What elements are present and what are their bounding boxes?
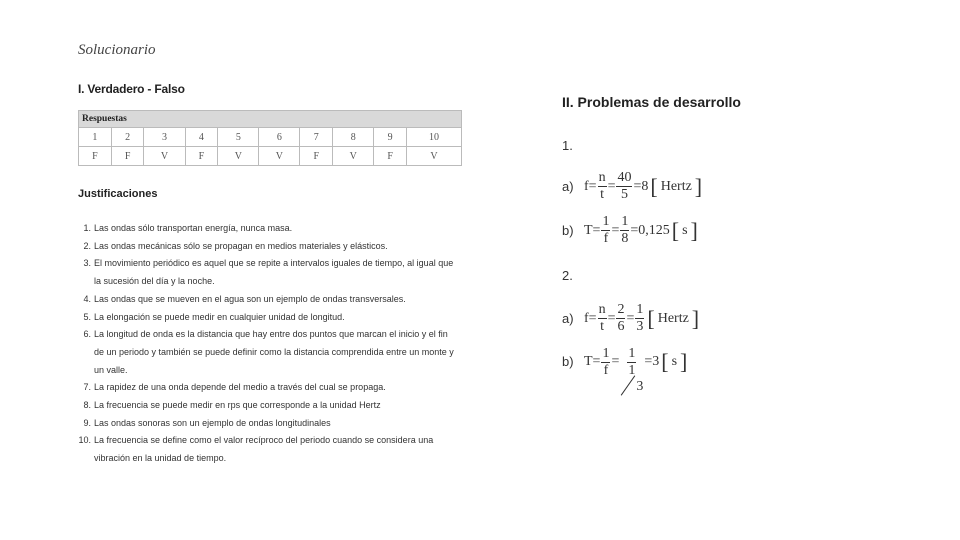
answer-cell: V bbox=[333, 147, 374, 166]
equation-lhs: f= bbox=[584, 178, 597, 194]
equals-sign: = bbox=[626, 310, 635, 326]
item-text: La rapidez de una onda depende del medio a través del cual se propaga. bbox=[94, 382, 386, 393]
denominator: 8 bbox=[621, 231, 629, 246]
list-item bbox=[78, 432, 458, 467]
problem-2a bbox=[562, 302, 701, 335]
question-number: 7 bbox=[300, 128, 333, 147]
unit: Hertz bbox=[660, 178, 692, 194]
list-item bbox=[78, 220, 458, 238]
left-bracket-icon: [ bbox=[647, 305, 655, 331]
question-number: 5 bbox=[218, 128, 259, 147]
result: =0,125 bbox=[630, 222, 670, 238]
problem-2-number: 2. bbox=[562, 268, 573, 283]
unit: s bbox=[682, 222, 688, 238]
fraction bbox=[616, 302, 625, 335]
answer-cell: F bbox=[185, 147, 218, 166]
numerator: n bbox=[598, 170, 606, 185]
list-item bbox=[78, 415, 458, 433]
problem-1b bbox=[562, 214, 700, 247]
fraction bbox=[598, 302, 607, 335]
answer-cell: F bbox=[300, 147, 333, 166]
question-number: 10 bbox=[406, 128, 461, 147]
answer-cell: F bbox=[79, 147, 112, 166]
item-text: El movimiento periódico es aquel que se repite a intervalos iguales de tiempo, al igual que la sucesión del día y la noche. bbox=[94, 258, 454, 287]
left-bracket-icon: [ bbox=[650, 173, 658, 199]
equation bbox=[584, 170, 704, 203]
equation-lhs: T= bbox=[584, 222, 601, 238]
justifications-title: Justificaciones bbox=[78, 188, 158, 200]
unit: Hertz bbox=[657, 310, 689, 326]
numerator: 1 bbox=[602, 214, 610, 229]
numerator: 1 bbox=[621, 214, 629, 229]
item-text: Las ondas que se mueven en el agua son un ejemplo de ondas transversales. bbox=[94, 293, 406, 304]
equals-sign: = bbox=[607, 178, 616, 194]
item-number: 1. bbox=[83, 223, 91, 233]
question-number: 8 bbox=[333, 128, 374, 147]
list-item bbox=[78, 379, 458, 397]
answer-cell: V bbox=[259, 147, 300, 166]
denominator: 5 bbox=[620, 187, 628, 202]
right-bracket-icon: ] bbox=[694, 173, 703, 199]
item-label: a) bbox=[562, 311, 574, 326]
fraction bbox=[598, 170, 607, 203]
numerator: 40 bbox=[617, 170, 632, 185]
page-title: Solucionario bbox=[78, 42, 156, 58]
item-number: 7. bbox=[83, 382, 91, 393]
item-label: b) bbox=[562, 223, 574, 238]
equation bbox=[584, 214, 700, 247]
fraction bbox=[635, 302, 644, 335]
problem-1-number: 1. bbox=[562, 138, 573, 153]
list-item bbox=[78, 326, 458, 379]
answer-cell: V bbox=[406, 147, 461, 166]
denominator: f bbox=[603, 363, 609, 378]
item-text: La frecuencia se puede medir en rps que corresponde a la unidad Hertz bbox=[94, 400, 381, 411]
inner-denominator: 3 bbox=[636, 379, 644, 394]
item-text: Las ondas mecánicas sólo se propagan en medios materiales y elásticos. bbox=[94, 240, 388, 251]
equals-sign: = bbox=[607, 310, 616, 326]
item-text: La frecuencia se define como el valor recíproco del periodo cuando se considera una vibración en la unidad de tiempo. bbox=[94, 435, 434, 464]
denominator: f bbox=[603, 231, 609, 246]
answer-cell: V bbox=[144, 147, 185, 166]
equals-sign: = bbox=[611, 222, 620, 238]
question-number: 9 bbox=[374, 128, 407, 147]
answer-cell: V bbox=[218, 147, 259, 166]
fraction bbox=[601, 214, 610, 247]
denominator: t bbox=[600, 187, 604, 202]
item-number: 9. bbox=[83, 417, 91, 428]
left-bracket-icon: [ bbox=[671, 217, 680, 243]
item-number: 6. bbox=[83, 329, 91, 340]
question-numbers-row bbox=[79, 128, 462, 147]
equation bbox=[584, 302, 701, 335]
right-bracket-icon: ] bbox=[680, 349, 688, 374]
answers-row bbox=[79, 147, 462, 166]
question-number: 1 bbox=[79, 128, 112, 147]
question-number: 4 bbox=[185, 128, 218, 147]
equation bbox=[584, 346, 689, 395]
left-bracket-icon: [ bbox=[661, 349, 669, 374]
item-number: 3. bbox=[83, 258, 91, 269]
problem-2b bbox=[562, 346, 689, 395]
list-item bbox=[78, 291, 458, 309]
item-text: La elongación se puede medir en cualquier unidad de longitud. bbox=[94, 311, 345, 322]
fraction bbox=[601, 346, 610, 379]
numerator: 2 bbox=[617, 302, 625, 317]
list-item bbox=[78, 397, 458, 415]
justifications-list bbox=[78, 220, 458, 468]
compound-fraction bbox=[620, 346, 643, 395]
unit: s bbox=[671, 354, 678, 369]
answers-table bbox=[78, 110, 462, 166]
equation-lhs: f= bbox=[584, 310, 597, 326]
list-item bbox=[78, 238, 458, 256]
problem-1a bbox=[562, 170, 704, 203]
section-problems-title: II. Problemas de desarrollo bbox=[562, 94, 741, 110]
numerator: 1 bbox=[628, 346, 636, 361]
slashed-fraction bbox=[620, 363, 643, 395]
answer-cell: F bbox=[374, 147, 407, 166]
list-item bbox=[78, 255, 458, 290]
numerator: 1 bbox=[636, 302, 644, 317]
equals-sign: = bbox=[611, 354, 620, 369]
numerator: 1 bbox=[602, 346, 610, 361]
item-label: a) bbox=[562, 179, 574, 194]
item-text: Las ondas sonoras son un ejemplo de ondas longitudinales bbox=[94, 417, 331, 428]
fraction bbox=[616, 170, 632, 203]
right-bracket-icon: ] bbox=[690, 217, 698, 243]
item-text: La longitud de onda es la distancia que hay entre dos puntos que marcan el inicio y el fin de un periodo y también se puede definir como la distancia comprendida entre un monte y un valle. bbox=[94, 329, 454, 375]
question-number: 3 bbox=[144, 128, 185, 147]
item-number: 2. bbox=[83, 240, 91, 251]
inner-numerator: 1 bbox=[628, 363, 636, 378]
result: =3 bbox=[644, 354, 660, 369]
fraction bbox=[620, 214, 629, 247]
item-number: 8. bbox=[83, 400, 91, 411]
right-bracket-icon: ] bbox=[691, 305, 700, 331]
denominator: 6 bbox=[617, 319, 625, 334]
denominator: t bbox=[600, 319, 604, 334]
question-number: 6 bbox=[259, 128, 300, 147]
equation-lhs: T= bbox=[584, 354, 601, 369]
item-number: 4. bbox=[83, 293, 91, 304]
result: =8 bbox=[633, 178, 649, 194]
answers-table-header: Respuestas bbox=[79, 111, 462, 128]
numerator: n bbox=[598, 302, 606, 317]
item-label: b) bbox=[562, 354, 574, 369]
list-item bbox=[78, 309, 458, 327]
item-number: 10. bbox=[78, 435, 91, 446]
section-true-false-title: I. Verdadero - Falso bbox=[78, 82, 185, 96]
question-number: 2 bbox=[111, 128, 144, 147]
denominator: 3 bbox=[636, 319, 644, 334]
answer-cell: F bbox=[111, 147, 144, 166]
item-number: 5. bbox=[83, 311, 91, 322]
item-text: Las ondas sólo transportan energía, nunca masa. bbox=[94, 223, 293, 233]
